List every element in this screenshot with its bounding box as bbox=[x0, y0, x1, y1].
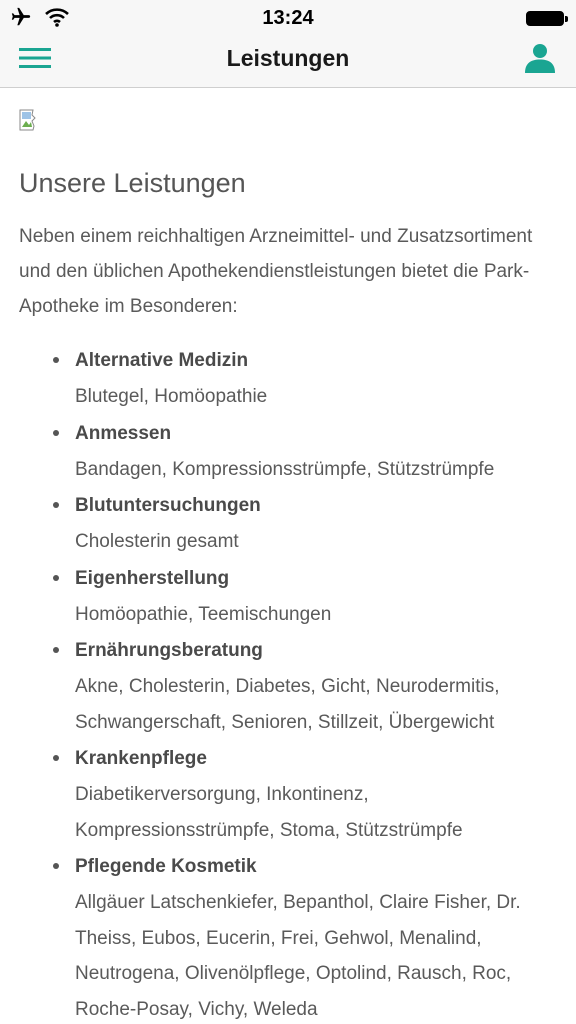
navigation-bar bbox=[0, 36, 576, 88]
service-description: Bandagen, Kompressionsstrümpfe, Stützstrümpfe bbox=[75, 458, 495, 480]
service-item bbox=[0, 488, 576, 560]
service-name: Eigenherstellung bbox=[75, 567, 230, 589]
battery-icon bbox=[526, 11, 564, 26]
service-item bbox=[0, 343, 576, 415]
bullet-icon bbox=[53, 502, 59, 508]
section-heading: Unsere Leistungen bbox=[19, 168, 246, 198]
status-bar bbox=[0, 0, 576, 36]
service-item bbox=[0, 561, 576, 633]
service-item bbox=[0, 849, 576, 1024]
bullet-icon bbox=[53, 575, 59, 581]
user-icon[interactable] bbox=[522, 40, 558, 76]
intro-text: Neben einem reichhaltigen Arzneimittel- und Zusatzsortiment und den üblichen Apothekendienstleistungen bietet die Park-Apotheke im Besonderen: bbox=[19, 226, 533, 317]
service-name: Krankenpflege bbox=[75, 748, 207, 769]
service-item bbox=[0, 633, 576, 740]
bullet-icon bbox=[53, 430, 59, 436]
bullet-icon bbox=[53, 357, 59, 363]
broken-image-icon bbox=[19, 109, 41, 131]
status-time: 13:24 bbox=[262, 7, 314, 29]
service-item bbox=[0, 416, 576, 488]
service-name: Anmessen bbox=[75, 422, 172, 444]
service-description: Akne, Cholesterin, Diabetes, Gicht, Neurodermitis, Schwangerschaft, Senioren, Stillzeit, Übergewicht bbox=[75, 676, 500, 733]
page-title: Leistungen bbox=[226, 45, 350, 71]
bullet-icon bbox=[53, 755, 59, 761]
bullet-icon bbox=[53, 863, 59, 869]
service-description: Blutegel, Homöopathie bbox=[75, 386, 268, 407]
services-list bbox=[0, 343, 576, 1024]
service-name: Alternative Medizin bbox=[75, 350, 249, 371]
service-name: Blutuntersuchungen bbox=[75, 495, 261, 516]
service-description: Cholesterin gesamt bbox=[75, 531, 239, 552]
service-description: Diabetikerversorgung, Inkontinenz, Kompressionsstrümpfe, Stoma, Stützstrümpfe bbox=[75, 784, 463, 841]
service-name: Pflegende Kosmetik bbox=[75, 856, 257, 877]
service-name: Ernährungsberatung bbox=[75, 640, 263, 661]
service-description: Allgäuer Latschenkiefer, Bepanthol, Claire Fisher, Dr. Theiss, Eubos, Eucerin, Frei, Gehwol, Menalind, Neutrogena, Olivenölpflege, Optolind, Rausch, Roc, Roche-Posay, Vichy, Weleda bbox=[75, 892, 521, 1020]
service-item bbox=[0, 741, 576, 848]
service-description: Homöopathie, Teemischungen bbox=[75, 603, 332, 625]
bullet-icon bbox=[53, 647, 59, 653]
content-area bbox=[0, 88, 576, 1024]
